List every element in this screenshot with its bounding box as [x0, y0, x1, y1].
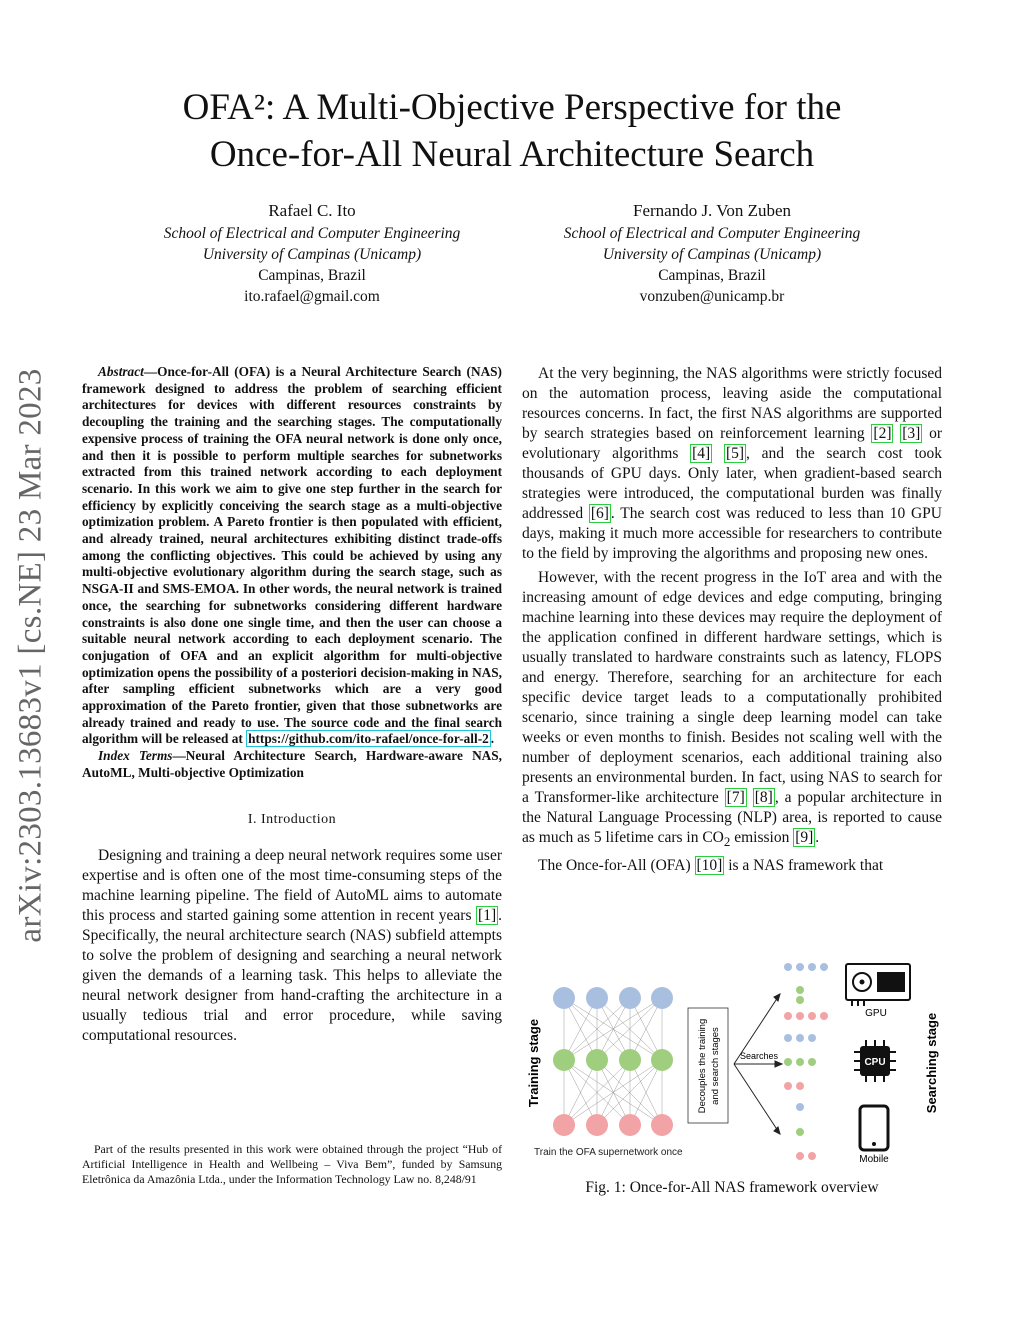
arxiv-identifier: arXiv:2303.13683v1 [cs.NE] 23 Mar 2023 — [12, 367, 49, 943]
citation-link[interactable]: [6] — [590, 505, 609, 522]
left-column — [82, 364, 502, 1050]
author-name: Rafael C. Ito — [268, 201, 356, 220]
index-terms — [82, 748, 502, 781]
intro-paragraph: Designing and training a deep neural network requires some user expertise and is often one of the most time-consuming steps of the machine learning pipeline. The field of AutoML aims to automate this process and started gaining some attention in recent years [1] . Specifically, the neural architecture search (NAS) subfield attempts to solve the problem of designing and searching a neural network given the demands of a learning task. This helps to alleviate the neural network designer from hand-crafting the architecture in a usually tedious trial and error procedure, while saving computational resources. — [82, 846, 502, 1044]
right-column — [522, 364, 942, 880]
mobile-label: Mobile — [859, 1154, 889, 1165]
author-university: University of Campinas (Unicamp) — [602, 246, 822, 263]
node-blue — [651, 987, 673, 1009]
author-email[interactable]: ito.rafael@gmail.com — [244, 288, 380, 305]
decouples-line-1: Decouples the training — [697, 1018, 708, 1114]
citation-link[interactable]: [2] — [873, 425, 892, 442]
node-green — [619, 1049, 641, 1071]
mobile-icon — [860, 1106, 888, 1150]
searching-stage-label: Searching stage — [924, 1012, 939, 1114]
citation-link[interactable]: [1] — [478, 906, 497, 924]
figure-ofa-overview — [522, 958, 944, 1168]
author-university: University of Campinas (Unicamp) — [202, 246, 422, 263]
author-block-1 — [132, 200, 492, 307]
author-school: School of Electrical and Computer Engineering — [163, 225, 461, 242]
citation-link[interactable]: [8] — [754, 789, 773, 806]
node-red — [619, 1114, 641, 1136]
node-blue — [553, 987, 575, 1009]
paragraph: At the very beginning, the NAS algorithms were strictly focused on the automation process, leaving aside the computational resources concerns. In fact, the first NAS algorithms are supported by search strategies based on reinforcement learning [2] [3] or evolutionary algorithms [4] [5] , and the search cost took thousands of GPU days. Only later, when gradient-based search strategies were introduced, the computational burden was finally addressed [6] . The search cost was reduced to less than 10 GPU days, making it much more accessible for researchers to contribute to the field by improving the algorithms and proposing new ones. — [522, 365, 943, 562]
gpu-label: GPU — [865, 1008, 887, 1019]
author-school: School of Electrical and Computer Engineering — [563, 225, 861, 242]
citation-link[interactable]: [9] — [795, 829, 814, 846]
footnote: Part of the results presented in this work were obtained through the project “Hub of Artificial Intelligence in Health and Wellbeing – Viva Bem”, funded by Samsung Eletrônica da Amazônia Ltda., under the Information Technology Law no. 8,248/91 — [82, 1142, 502, 1186]
node-red — [651, 1114, 673, 1136]
node-green — [553, 1049, 575, 1071]
title-line-2: Once-for-All Neural Architecture Search — [209, 134, 815, 175]
node-red — [553, 1114, 575, 1136]
author-name: Fernando J. Von Zuben — [632, 201, 792, 220]
training-stage-label: Training stage — [526, 1018, 541, 1108]
abstract-text: —Once-for-All (OFA) is a Neural Architecture Search (NAS) framework designed to address the problem of searching efficient architectures for devices with different resources constraints by decoupling the training and the searching stages. The computationally expensive process of training the OFA neural network is done only once, and then it is possible to perform multiple searches for subnetworks extracted from this trained network according to each deployment scenario. In this work we aim to give one step further in the search for efficiency by explicitly conceiving the search stage as a multi-objective optimization problem. A Pareto frontier is then populated with efficient, and already trained, neural architectures exhibiting distinct trade-offs among the conflicting objectives. This could be achieved by using any multi-objective evolutionary algorithm during the search stage, such as NSGA-II and SMS-EMOA. In other words, the neural network is trained once, the searching for subnetworks considering different hardware constraints is also done one single time, and then the user can choose a suitable neural network according to each deployment scenario. The conjugation of OFA and an explicit algorithm for multi-objective optimization opens the possibility of a posteriori decision-making in NAS, after sampling efficient subnetworks which are a very good approximation of the Pareto frontier, given that those subnetworks are already trained and ready to use. The source code and the final search algorithm will be released at — [82, 364, 502, 747]
citation-link[interactable]: [3] — [902, 425, 921, 442]
node-green — [586, 1049, 608, 1071]
subnetwork-mobile — [796, 1103, 816, 1160]
section-heading: I. Introduction — [247, 811, 337, 827]
paragraph: The Once-for-All (OFA) [10] is a NAS framework that — [538, 857, 884, 875]
node-blue — [586, 987, 608, 1009]
abstract: Abstract—Once-for-All (OFA) is a Neural Architecture Search (NAS) framework designed to address the problem of searching efficient architectures for devices with different resources constraints by decoupling the training and the searching stages. The computationally expensive process of training the OFA neural network is done only once, and then it is possible to perform multiple searches for subnetworks extracted from this trained network according to each deployment scenario. In this work we aim to give one step further in the search for efficiency by explicitly conceiving the search stage as a multi-objective optimization problem. A Pareto frontier is then populated with efficient, and already trained, neural architectures exhibiting distinct trade-offs among the conflicting objectives. This could be achieved by using any multi-objective evolutionary algorithm during the search stage, such as NSGA-II and SMS-EMOA. In other words, the neural network is trained once, the searching for subnetworks considering different hardware constraints is also done one single time, and then the user can choose a suitable neural network according to each deployment scenario. The conjugation of OFA and an explicit algorithm for multi-objective optimization opens the possibility of a posteriori decision-making in NAS, after sampling efficient subnetworks which are a very good approximation of the Pareto frontier, given that those subnetworks are already trained and ready to use. The source code and the final search algorithm will be released at https://github.com/ito-rafael/once-for-all-2 . — [82, 364, 502, 747]
node-green — [651, 1049, 673, 1071]
index-terms-label: Index Terms — [98, 748, 173, 764]
author-city: Campinas, Brazil — [658, 267, 766, 284]
citation-link[interactable]: [7] — [726, 789, 745, 806]
figure-diagram — [522, 958, 944, 1168]
citation-link[interactable]: [10] — [696, 857, 723, 875]
subnetwork-cpu — [784, 1034, 816, 1090]
network-connections — [564, 998, 662, 1125]
decouples-line-2: and search stages — [710, 1027, 721, 1105]
subnetwork-gpu — [784, 963, 828, 1020]
author-email[interactable]: vonzuben@unicamp.br — [639, 288, 785, 305]
node-blue — [619, 987, 641, 1009]
gpu-icon — [846, 964, 910, 1006]
paper-title — [80, 84, 944, 178]
citation-link[interactable]: [5] — [725, 445, 745, 462]
title-line-1: OFA²: A Multi-Objective Perspective for the — [182, 87, 842, 128]
index-terms-text: —Neural Architecture Search, Hardware-aware NAS, AutoML, Multi-objective Optimization — [82, 748, 502, 780]
search-arrows — [734, 994, 782, 1134]
abstract-label: Abstract — [98, 364, 144, 379]
source-code-link[interactable]: https://github.com/ito-rafael/once-for-all-2 — [248, 731, 489, 747]
author-block-2 — [532, 200, 892, 307]
paragraph: However, with the recent progress in the IoT area and with the increasing amount of edge devices and edge computing, bringing machine learning into these devices may require the deployment of the application confined in different hardware settings, which is usually translated to hardware constraints such as latency, FLOPS and energy. Therefore, searching for an architecture for each specific device target leads to a computationally prohibited scenario, since training a single deep learning model can take weeks or even months to finish. Besides not scaling well with the number of deployment scenarios, each additional training also presents an environmental burden. In fact, using NAS to search for a Transformer-like architecture [7] [8] , a popular architecture in the Natural Language Processing (NLP) area, is reported to cause as much as 5 lifetime cars in $CO_2$ emission [9] . — [522, 569, 942, 850]
figure-caption: Fig. 1: Once-for-All NAS framework overview — [585, 1179, 879, 1196]
train-supernetwork-caption: Train the OFA supernetwork once — [534, 1147, 683, 1158]
author-city: Campinas, Brazil — [258, 267, 366, 284]
searches-label: Searches — [740, 1051, 779, 1061]
decouples-box — [688, 1008, 728, 1123]
supernetwork-nodes — [553, 987, 673, 1136]
node-red — [586, 1114, 608, 1136]
citation-link[interactable]: [4] — [692, 445, 711, 462]
cpu-label: CPU — [864, 1057, 886, 1068]
